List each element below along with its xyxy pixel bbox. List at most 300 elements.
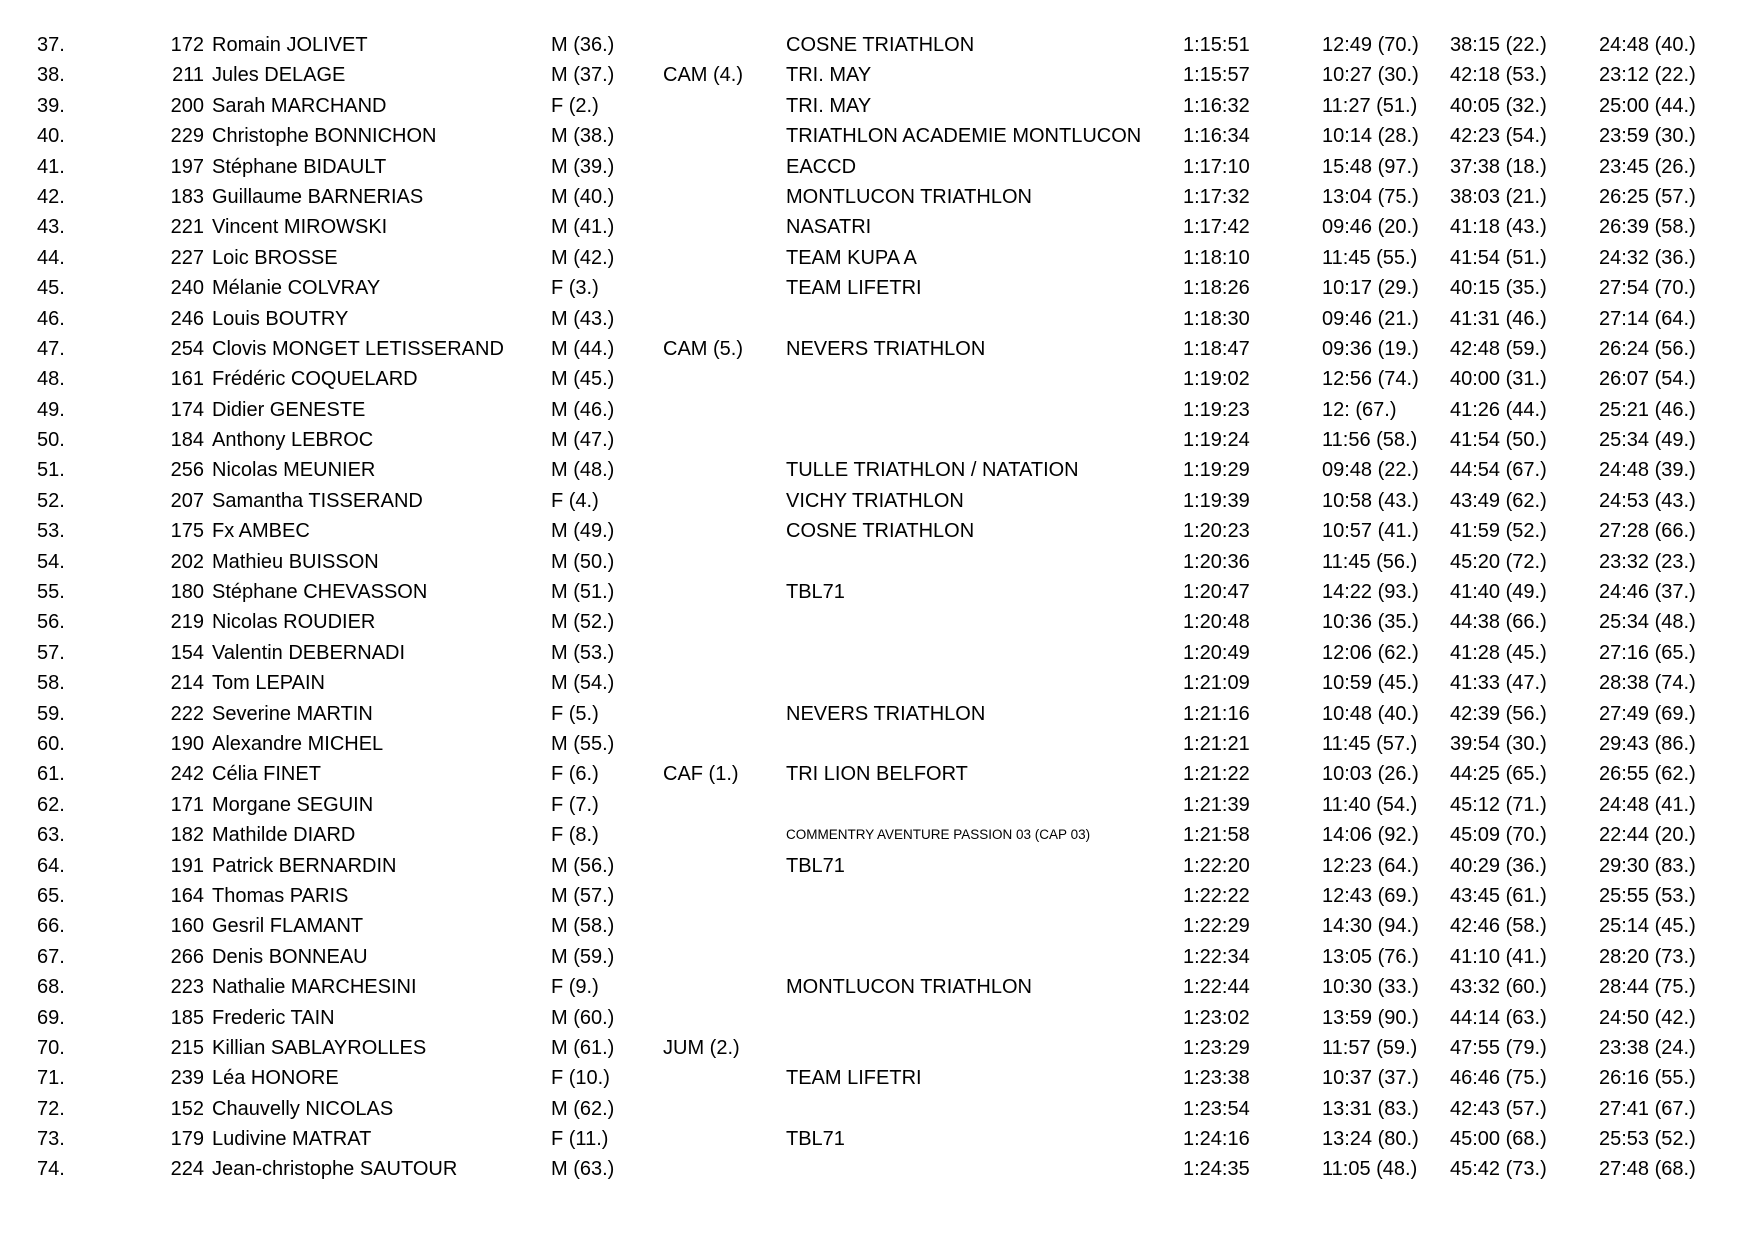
bike-split-cell: 40:15 (35.) <box>1450 277 1547 300</box>
athlete-name-cell: Louis BOUTRY <box>212 307 349 330</box>
swim-split-cell: 10:58 (43.) <box>1322 489 1419 512</box>
sex-rank-cell: F (11.) <box>551 1128 609 1151</box>
club-cell: TBL71 <box>786 581 845 604</box>
club-cell: TRIATHLON ACADEMIE MONTLUCON <box>786 125 1142 148</box>
swim-split-cell: 11:45 (57.) <box>1322 732 1418 755</box>
bike-split-cell: 42:43 (57.) <box>1450 1097 1547 1120</box>
swim-split-cell: 13:04 (75.) <box>1322 185 1419 208</box>
total-time-cell: 1:21:16 <box>1183 702 1250 725</box>
rank-cell: 63. <box>37 824 65 847</box>
sex-rank-cell: M (46.) <box>551 398 615 421</box>
athlete-name-cell: Ludivine MATRAT <box>212 1128 372 1151</box>
sex-rank-cell: F (2.) <box>551 94 599 117</box>
bike-split-cell: 41:40 (49.) <box>1450 581 1547 604</box>
total-time-cell: 1:17:32 <box>1183 185 1250 208</box>
athlete-name-cell: Gesril FLAMANT <box>212 915 364 938</box>
bib-number-cell: 222 <box>170 702 204 725</box>
rank-cell: 56. <box>37 611 65 634</box>
run-split-cell: 26:07 (54.) <box>1599 368 1696 391</box>
athlete-name-cell: Thomas PARIS <box>212 884 349 907</box>
rank-cell: 48. <box>37 368 65 391</box>
run-split-cell: 25:34 (49.) <box>1599 429 1696 452</box>
bib-number-cell: 221 <box>170 216 204 239</box>
athlete-name-cell: Stéphane CHEVASSON <box>212 581 428 604</box>
total-time-cell: 1:19:39 <box>1183 489 1250 512</box>
athlete-name-cell: Frédéric COQUELARD <box>212 368 418 391</box>
sex-rank-cell: F (8.) <box>551 824 599 847</box>
athlete-name-cell: Sarah MARCHAND <box>212 94 387 117</box>
sex-rank-cell: M (42.) <box>551 246 615 269</box>
swim-split-cell: 12:43 (69.) <box>1322 884 1419 907</box>
sex-rank-cell: M (53.) <box>551 641 615 664</box>
athlete-name-cell: Morgane SEGUIN <box>212 793 374 816</box>
bib-number-cell: 171 <box>170 793 204 816</box>
sex-rank-cell: M (54.) <box>551 672 615 695</box>
table-row <box>0 304 1755 334</box>
club-cell: EACCD <box>786 155 857 178</box>
rank-cell: 74. <box>37 1158 65 1181</box>
bib-number-cell: 215 <box>170 1036 204 1059</box>
table-row <box>0 243 1755 273</box>
category-cell: JUM (2.) <box>663 1036 740 1059</box>
rank-cell: 70. <box>37 1036 65 1059</box>
sex-rank-cell: M (59.) <box>551 945 615 968</box>
swim-split-cell: 10:27 (30.) <box>1322 64 1419 87</box>
bib-number-cell: 161 <box>170 368 204 391</box>
table-row <box>0 820 1755 850</box>
swim-split-cell: 10:57 (41.) <box>1322 520 1419 543</box>
bike-split-cell: 41:54 (51.) <box>1450 246 1547 269</box>
swim-split-cell: 12: (67.) <box>1322 398 1397 421</box>
bib-number-cell: 191 <box>170 854 204 877</box>
sex-rank-cell: F (4.) <box>551 489 599 512</box>
run-split-cell: 25:53 (52.) <box>1599 1128 1696 1151</box>
club-cell: TEAM KUPA A <box>786 246 917 269</box>
rank-cell: 39. <box>37 94 65 117</box>
run-split-cell: 24:53 (43.) <box>1599 489 1696 512</box>
athlete-name-cell: Stéphane BIDAULT <box>212 155 387 178</box>
club-cell: MONTLUCON TRIATHLON <box>786 185 1032 208</box>
rank-cell: 51. <box>37 459 65 482</box>
sex-rank-cell: M (45.) <box>551 368 615 391</box>
run-split-cell: 24:48 (39.) <box>1599 459 1696 482</box>
run-split-cell: 28:38 (74.) <box>1599 672 1696 695</box>
swim-split-cell: 13:24 (80.) <box>1322 1128 1419 1151</box>
bib-number-cell: 256 <box>170 459 204 482</box>
athlete-name-cell: Clovis MONGET LETISSERAND <box>212 337 504 360</box>
sex-rank-cell: M (58.) <box>551 915 615 938</box>
bib-number-cell: 154 <box>170 641 204 664</box>
bib-number-cell: 180 <box>170 581 204 604</box>
sex-rank-cell: M (52.) <box>551 611 615 634</box>
table-row <box>0 30 1755 60</box>
sex-rank-cell: F (3.) <box>551 277 599 300</box>
athlete-name-cell: Jean-christophe SAUTOUR <box>212 1158 458 1181</box>
table-row <box>0 638 1755 668</box>
rank-cell: 42. <box>37 185 65 208</box>
club-cell: TEAM LIFETRI <box>786 1067 922 1090</box>
swim-split-cell: 11:56 (58.) <box>1322 429 1418 452</box>
athlete-name-cell: Mathilde DIARD <box>212 824 356 847</box>
bike-split-cell: 43:45 (61.) <box>1450 884 1547 907</box>
run-split-cell: 28:20 (73.) <box>1599 945 1696 968</box>
table-row <box>0 91 1755 121</box>
bike-split-cell: 38:03 (21.) <box>1450 185 1547 208</box>
total-time-cell: 1:19:29 <box>1183 459 1250 482</box>
bib-number-cell: 246 <box>170 307 204 330</box>
swim-split-cell: 13:05 (76.) <box>1322 945 1419 968</box>
total-time-cell: 1:16:32 <box>1183 94 1250 117</box>
bib-number-cell: 185 <box>170 1006 204 1029</box>
swim-split-cell: 10:30 (33.) <box>1322 976 1419 999</box>
bike-split-cell: 41:31 (46.) <box>1450 307 1547 330</box>
table-row <box>0 152 1755 182</box>
table-row <box>0 972 1755 1002</box>
total-time-cell: 1:23:38 <box>1183 1067 1250 1090</box>
sex-rank-cell: M (44.) <box>551 337 615 360</box>
swim-split-cell: 12:23 (64.) <box>1322 854 1419 877</box>
athlete-name-cell: Anthony LEBROC <box>212 429 374 452</box>
athlete-name-cell: Jules DELAGE <box>212 64 346 87</box>
rank-cell: 72. <box>37 1097 65 1120</box>
table-row <box>0 699 1755 729</box>
bib-number-cell: 184 <box>170 429 204 452</box>
total-time-cell: 1:19:24 <box>1183 429 1250 452</box>
bike-split-cell: 40:05 (32.) <box>1450 94 1547 117</box>
rank-cell: 45. <box>37 277 65 300</box>
run-split-cell: 25:00 (44.) <box>1599 94 1696 117</box>
bike-split-cell: 41:18 (43.) <box>1450 216 1547 239</box>
bike-split-cell: 44:14 (63.) <box>1450 1006 1547 1029</box>
bib-number-cell: 254 <box>170 337 204 360</box>
sex-rank-cell: M (40.) <box>551 185 615 208</box>
total-time-cell: 1:20:49 <box>1183 641 1250 664</box>
swim-split-cell: 15:48 (97.) <box>1322 155 1419 178</box>
athlete-name-cell: Killian SABLAYROLLES <box>212 1036 427 1059</box>
bib-number-cell: 152 <box>170 1097 204 1120</box>
club-cell: TEAM LIFETRI <box>786 277 922 300</box>
rank-cell: 64. <box>37 854 65 877</box>
rank-cell: 47. <box>37 337 65 360</box>
bike-split-cell: 42:23 (54.) <box>1450 125 1547 148</box>
table-row <box>0 455 1755 485</box>
table-row <box>0 1033 1755 1063</box>
sex-rank-cell: M (62.) <box>551 1097 615 1120</box>
swim-split-cell: 13:31 (83.) <box>1322 1097 1419 1120</box>
bike-split-cell: 45:42 (73.) <box>1450 1158 1547 1181</box>
table-row <box>0 911 1755 941</box>
bib-number-cell: 214 <box>170 672 204 695</box>
rank-cell: 60. <box>37 732 65 755</box>
athlete-name-cell: Nicolas MEUNIER <box>212 459 376 482</box>
swim-split-cell: 10:03 (26.) <box>1322 763 1419 786</box>
bike-split-cell: 43:32 (60.) <box>1450 976 1547 999</box>
total-time-cell: 1:22:29 <box>1183 915 1250 938</box>
swim-split-cell: 09:36 (19.) <box>1322 337 1419 360</box>
sex-rank-cell: M (61.) <box>551 1036 615 1059</box>
table-row <box>0 516 1755 546</box>
table-row <box>0 212 1755 242</box>
total-time-cell: 1:18:26 <box>1183 277 1250 300</box>
swim-split-cell: 11:27 (51.) <box>1322 94 1418 117</box>
rank-cell: 67. <box>37 945 65 968</box>
sex-rank-cell: M (60.) <box>551 1006 615 1029</box>
sex-rank-cell: F (9.) <box>551 976 599 999</box>
athlete-name-cell: Léa HONORE <box>212 1067 339 1090</box>
run-split-cell: 27:28 (66.) <box>1599 520 1696 543</box>
bike-split-cell: 41:28 (45.) <box>1450 641 1547 664</box>
bike-split-cell: 37:38 (18.) <box>1450 155 1547 178</box>
bib-number-cell: 179 <box>170 1128 204 1151</box>
athlete-name-cell: Nicolas ROUDIER <box>212 611 376 634</box>
sex-rank-cell: F (7.) <box>551 793 599 816</box>
total-time-cell: 1:21:39 <box>1183 793 1250 816</box>
run-split-cell: 26:25 (57.) <box>1599 185 1696 208</box>
rank-cell: 38. <box>37 64 65 87</box>
swim-split-cell: 09:46 (21.) <box>1322 307 1419 330</box>
total-time-cell: 1:17:42 <box>1183 216 1250 239</box>
sex-rank-cell: M (38.) <box>551 125 615 148</box>
category-cell: CAM (5.) <box>663 337 743 360</box>
bib-number-cell: 175 <box>170 520 204 543</box>
club-cell: TRI. MAY <box>786 94 872 117</box>
bib-number-cell: 240 <box>170 277 204 300</box>
run-split-cell: 23:59 (30.) <box>1599 125 1696 148</box>
total-time-cell: 1:21:22 <box>1183 763 1250 786</box>
sex-rank-cell: M (39.) <box>551 155 615 178</box>
table-row <box>0 334 1755 364</box>
run-split-cell: 26:55 (62.) <box>1599 763 1696 786</box>
swim-split-cell: 14:06 (92.) <box>1322 824 1419 847</box>
bike-split-cell: 43:49 (62.) <box>1450 489 1547 512</box>
run-split-cell: 25:14 (45.) <box>1599 915 1696 938</box>
sex-rank-cell: M (43.) <box>551 307 615 330</box>
run-split-cell: 27:14 (64.) <box>1599 307 1696 330</box>
club-cell: TRI LION BELFORT <box>786 763 968 786</box>
swim-split-cell: 14:22 (93.) <box>1322 581 1419 604</box>
bib-number-cell: 172 <box>170 34 204 56</box>
club-cell: NEVERS TRIATHLON <box>786 702 986 725</box>
sex-rank-cell: M (37.) <box>551 64 615 87</box>
athlete-name-cell: Fx AMBEC <box>212 520 310 543</box>
athlete-name-cell: Romain JOLIVET <box>212 34 368 56</box>
club-cell: TBL71 <box>786 854 845 877</box>
sex-rank-cell: M (55.) <box>551 732 615 755</box>
swim-split-cell: 11:05 (48.) <box>1322 1158 1418 1181</box>
bib-number-cell: 182 <box>170 824 204 847</box>
club-cell: NEVERS TRIATHLON <box>786 337 986 360</box>
sex-rank-cell: M (49.) <box>551 520 615 543</box>
total-time-cell: 1:24:35 <box>1183 1158 1250 1181</box>
run-split-cell: 24:46 (37.) <box>1599 581 1696 604</box>
swim-split-cell: 12:49 (70.) <box>1322 34 1419 56</box>
sex-rank-cell: M (50.) <box>551 550 615 573</box>
bib-number-cell: 227 <box>170 246 204 269</box>
swim-split-cell: 09:48 (22.) <box>1322 459 1419 482</box>
club-cell: TBL71 <box>786 1128 845 1151</box>
rank-cell: 46. <box>37 307 65 330</box>
bib-number-cell: 224 <box>170 1158 204 1181</box>
run-split-cell: 25:55 (53.) <box>1599 884 1696 907</box>
total-time-cell: 1:24:16 <box>1183 1128 1250 1151</box>
table-row <box>0 759 1755 789</box>
run-split-cell: 26:24 (56.) <box>1599 337 1696 360</box>
club-cell: COMMENTRY AVENTURE PASSION 03 (CAP 03) <box>786 827 1091 843</box>
total-time-cell: 1:18:30 <box>1183 307 1250 330</box>
total-time-cell: 1:15:51 <box>1183 34 1250 56</box>
bib-number-cell: 223 <box>170 976 204 999</box>
table-row <box>0 486 1755 516</box>
run-split-cell: 23:12 (22.) <box>1599 64 1696 87</box>
sex-rank-cell: M (36.) <box>551 34 615 56</box>
club-cell: COSNE TRIATHLON <box>786 34 975 56</box>
run-split-cell: 26:16 (55.) <box>1599 1067 1696 1090</box>
swim-split-cell: 10:14 (28.) <box>1322 125 1419 148</box>
table-row <box>0 607 1755 637</box>
table-row <box>0 364 1755 394</box>
club-cell: VICHY TRIATHLON <box>786 489 964 512</box>
category-cell: CAF (1.) <box>663 763 739 786</box>
rank-cell: 52. <box>37 489 65 512</box>
sex-rank-cell: M (41.) <box>551 216 615 239</box>
total-time-cell: 1:16:34 <box>1183 125 1250 148</box>
run-split-cell: 27:16 (65.) <box>1599 641 1696 664</box>
table-row <box>0 729 1755 759</box>
athlete-name-cell: Loic BROSSE <box>212 246 338 269</box>
club-cell: COSNE TRIATHLON <box>786 520 975 543</box>
bike-split-cell: 44:38 (66.) <box>1450 611 1547 634</box>
bib-number-cell: 174 <box>170 398 204 421</box>
total-time-cell: 1:21:21 <box>1183 732 1250 755</box>
rank-cell: 62. <box>37 793 65 816</box>
table-row <box>0 668 1755 698</box>
swim-split-cell: 13:59 (90.) <box>1322 1006 1419 1029</box>
total-time-cell: 1:20:36 <box>1183 550 1250 573</box>
swim-split-cell: 10:36 (35.) <box>1322 611 1419 634</box>
rank-cell: 58. <box>37 672 65 695</box>
total-time-cell: 1:21:58 <box>1183 824 1250 847</box>
athlete-name-cell: Chauvelly NICOLAS <box>212 1097 394 1120</box>
run-split-cell: 22:44 (20.) <box>1599 824 1696 847</box>
sex-rank-cell: M (51.) <box>551 581 615 604</box>
bib-number-cell: 200 <box>170 94 204 117</box>
bike-split-cell: 42:39 (56.) <box>1450 702 1547 725</box>
category-cell: CAM (4.) <box>663 64 743 87</box>
total-time-cell: 1:23:54 <box>1183 1097 1250 1120</box>
bib-number-cell: 160 <box>170 915 204 938</box>
run-split-cell: 24:48 (41.) <box>1599 793 1696 816</box>
swim-split-cell: 11:45 (56.) <box>1322 550 1418 573</box>
bib-number-cell: 202 <box>170 550 204 573</box>
swim-split-cell: 10:48 (40.) <box>1322 702 1419 725</box>
club-cell: TULLE TRIATHLON / NATATION <box>786 459 1079 482</box>
table-row <box>0 577 1755 607</box>
sex-rank-cell: F (5.) <box>551 702 599 725</box>
rank-cell: 44. <box>37 246 65 269</box>
athlete-name-cell: Nathalie MARCHESINI <box>212 976 417 999</box>
swim-split-cell: 11:45 (55.) <box>1322 246 1418 269</box>
rank-cell: 59. <box>37 702 65 725</box>
athlete-name-cell: Samantha TISSERAND <box>212 489 423 512</box>
total-time-cell: 1:22:22 <box>1183 884 1250 907</box>
bib-number-cell: 266 <box>170 945 204 968</box>
swim-split-cell: 09:46 (20.) <box>1322 216 1419 239</box>
swim-split-cell: 10:59 (45.) <box>1322 672 1419 695</box>
rank-cell: 57. <box>37 641 65 664</box>
swim-split-cell: 11:40 (54.) <box>1322 793 1418 816</box>
bike-split-cell: 42:18 (53.) <box>1450 64 1547 87</box>
total-time-cell: 1:20:23 <box>1183 520 1250 543</box>
run-split-cell: 23:32 (23.) <box>1599 550 1696 573</box>
rank-cell: 68. <box>37 976 65 999</box>
total-time-cell: 1:20:47 <box>1183 581 1250 604</box>
athlete-name-cell: Denis BONNEAU <box>212 945 368 968</box>
total-time-cell: 1:18:47 <box>1183 337 1250 360</box>
bike-split-cell: 45:12 (71.) <box>1450 793 1547 816</box>
bike-split-cell: 44:54 (67.) <box>1450 459 1547 482</box>
results-table <box>0 30 1755 1185</box>
table-row <box>0 1094 1755 1124</box>
table-row <box>0 60 1755 90</box>
bib-number-cell: 207 <box>170 489 204 512</box>
athlete-name-cell: Mathieu BUISSON <box>212 550 379 573</box>
run-split-cell: 25:21 (46.) <box>1599 398 1696 421</box>
sex-rank-cell: M (63.) <box>551 1158 615 1181</box>
bike-split-cell: 41:59 (52.) <box>1450 520 1547 543</box>
table-row <box>0 1003 1755 1033</box>
run-split-cell: 24:48 (40.) <box>1599 34 1696 56</box>
club-cell: NASATRI <box>786 216 872 239</box>
total-time-cell: 1:22:20 <box>1183 854 1250 877</box>
bib-number-cell: 197 <box>170 155 204 178</box>
total-time-cell: 1:20:48 <box>1183 611 1250 634</box>
total-time-cell: 1:23:02 <box>1183 1006 1250 1029</box>
bike-split-cell: 47:55 (79.) <box>1450 1036 1547 1059</box>
table-row <box>0 1124 1755 1154</box>
run-split-cell: 27:49 (69.) <box>1599 702 1696 725</box>
bike-split-cell: 41:26 (44.) <box>1450 398 1547 421</box>
total-time-cell: 1:18:10 <box>1183 246 1250 269</box>
rank-cell: 55. <box>37 581 65 604</box>
club-cell: MONTLUCON TRIATHLON <box>786 976 1032 999</box>
bib-number-cell: 190 <box>170 732 204 755</box>
rank-cell: 53. <box>37 520 65 543</box>
bike-split-cell: 46:46 (75.) <box>1450 1067 1547 1090</box>
swim-split-cell: 12:56 (74.) <box>1322 368 1419 391</box>
bib-number-cell: 239 <box>170 1067 204 1090</box>
total-time-cell: 1:22:44 <box>1183 976 1250 999</box>
table-row <box>0 425 1755 455</box>
total-time-cell: 1:17:10 <box>1183 155 1250 178</box>
rank-cell: 37. <box>37 34 65 56</box>
athlete-name-cell: Célia FINET <box>212 763 321 786</box>
rank-cell: 54. <box>37 550 65 573</box>
swim-split-cell: 10:17 (29.) <box>1322 277 1419 300</box>
bike-split-cell: 41:10 (41.) <box>1450 945 1547 968</box>
table-row <box>0 273 1755 303</box>
total-time-cell: 1:23:29 <box>1183 1036 1250 1059</box>
rank-cell: 71. <box>37 1067 65 1090</box>
total-time-cell: 1:22:34 <box>1183 945 1250 968</box>
athlete-name-cell: Christophe BONNICHON <box>212 125 437 148</box>
run-split-cell: 24:32 (36.) <box>1599 246 1696 269</box>
run-split-cell: 23:38 (24.) <box>1599 1036 1696 1059</box>
table-row <box>0 1154 1755 1184</box>
run-split-cell: 29:30 (83.) <box>1599 854 1696 877</box>
rank-cell: 66. <box>37 915 65 938</box>
run-split-cell: 27:54 (70.) <box>1599 277 1696 300</box>
bike-split-cell: 40:00 (31.) <box>1450 368 1547 391</box>
